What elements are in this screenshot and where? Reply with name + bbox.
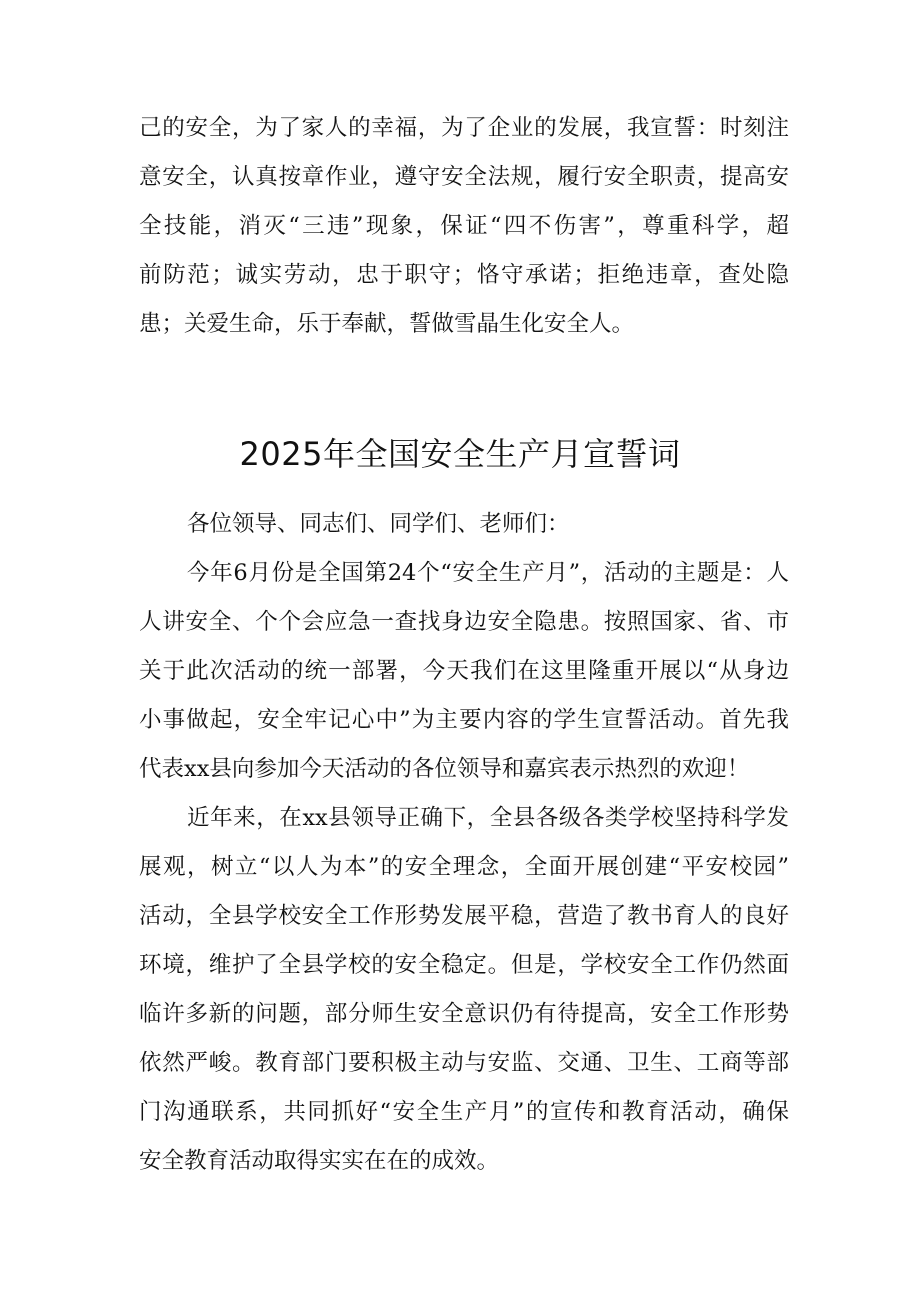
paragraph-1-line: 今年6月份是全国第24个“安全生产月”，活动的主题是：人 bbox=[187, 560, 789, 586]
text-line: 前防范；诚实劳动，忠于职守；恪守承诺；拒绝违章，查处隐 bbox=[139, 262, 789, 288]
text-line: 己的安全，为了家人的幸福，为了企业的发展，我宣誓：时刻注 bbox=[139, 115, 789, 141]
paragraph-2-line: 近年来，在xx县领导正确下，全县各级各类学校坚持科学发 bbox=[187, 805, 789, 831]
paragraph-2-line: 临许多新的问题，部分师生安全意识仍有待提高，安全工作形势 bbox=[139, 1001, 789, 1027]
text-line: 全技能，消灭“三违”现象，保证“四不伤害”，尊重科学，超 bbox=[139, 213, 789, 239]
paragraph-2-line: 依然严峻。教育部门要积极主动与安监、交通、卫生、工商等部 bbox=[139, 1050, 789, 1076]
oath-continuation bbox=[139, 104, 789, 349]
paragraph-2-line: 门沟通联系，共同抓好“安全生产月”的宣传和教育活动，确保 bbox=[139, 1099, 789, 1125]
paragraph-1-line: 小事做起，安全牢记心中”为主要内容的学生宣誓活动。首先我 bbox=[139, 707, 789, 733]
paragraph-1-line: 人讲安全、个个会应急一查找身边安全隐患。按照国家、省、市 bbox=[139, 609, 789, 635]
text-line: 患；关爱生命，乐于奉献，誓做雪晶生化安全人。 bbox=[139, 311, 635, 337]
paragraph-1-line: 代表xx县向参加今天活动的各位领导和嘉宾表示热烈的欢迎！ bbox=[139, 756, 750, 782]
paragraph-2-line: 展观，树立“以人为本”的安全理念，全面开展创建“平安校园” bbox=[139, 854, 789, 880]
paragraph-2-line: 环境，维护了全县学校的安全稳定。但是，学校安全工作仍然面 bbox=[139, 952, 789, 978]
paragraph-1-line: 关于此次活动的统一部署，今天我们在这里隆重开展以“从身边 bbox=[139, 658, 789, 684]
speech-body bbox=[139, 500, 789, 1186]
document-title: 2025年全国安全生产月宣誓词 bbox=[239, 435, 681, 474]
text-line: 意安全，认真按章作业，遵守安全法规，履行安全职责，提高安 bbox=[139, 164, 789, 190]
paragraph-2-line: 安全教育活动取得实实在在的成效。 bbox=[139, 1148, 500, 1174]
salutation: 各位领导、同志们、同学们、老师们： bbox=[187, 511, 570, 537]
paragraph-2-line: 活动，全县学校安全工作形势发展平稳，营造了教书育人的良好 bbox=[139, 903, 789, 929]
